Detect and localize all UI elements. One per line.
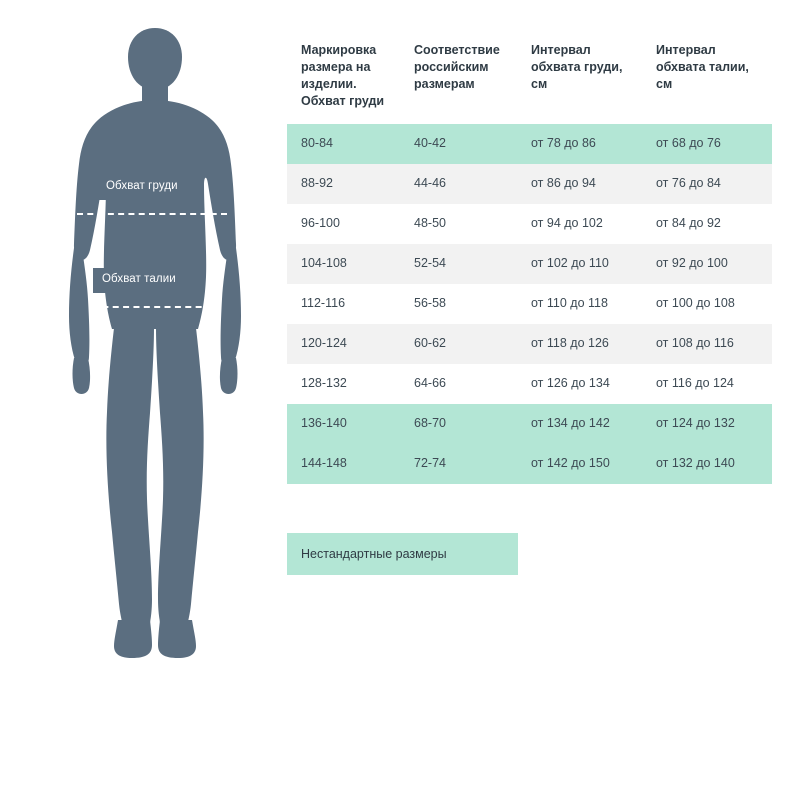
cell-chest-range: от 126 до 134 [517, 364, 642, 404]
cell-chest-range: от 94 до 102 [517, 204, 642, 244]
chest-measure-line [77, 213, 227, 215]
cell-waist-range: от 92 до 100 [642, 244, 772, 284]
size-table-body [287, 124, 772, 484]
table-row [287, 444, 772, 484]
cell-chest-range: от 110 до 118 [517, 284, 642, 324]
table-header-row [287, 30, 772, 124]
column-header-chest-range: Интервал обхвата груди, см [531, 43, 623, 91]
table-row [287, 404, 772, 444]
cell-marking: 88-92 [287, 164, 400, 204]
cell-marking: 104-108 [287, 244, 400, 284]
cell-waist-range: от 100 до 108 [642, 284, 772, 324]
cell-ru-size: 64-66 [400, 364, 517, 404]
table-row [287, 124, 772, 164]
cell-waist-range: от 108 до 116 [642, 324, 772, 364]
cell-ru-size: 48-50 [400, 204, 517, 244]
cell-marking: 80-84 [287, 124, 400, 164]
cell-ru-size: 40-42 [400, 124, 517, 164]
column-header-ru-size: Соответствие российским размерам [414, 43, 500, 91]
cell-chest-range: от 78 до 86 [517, 124, 642, 164]
cell-ru-size: 68-70 [400, 404, 517, 444]
cell-waist-range: от 84 до 92 [642, 204, 772, 244]
size-table-head [287, 30, 772, 124]
table-row [287, 244, 772, 284]
body-silhouette-icon [30, 20, 280, 660]
nonstandard-sizes-banner[interactable]: Нестандартные размеры [287, 533, 518, 575]
cell-ru-size: 44-46 [400, 164, 517, 204]
cell-chest-range: от 102 до 110 [517, 244, 642, 284]
cell-ru-size: 72-74 [400, 444, 517, 484]
cell-marking: 128-132 [287, 364, 400, 404]
table-row [287, 324, 772, 364]
cell-waist-range: от 116 до 124 [642, 364, 772, 404]
table-row [287, 204, 772, 244]
size-table [287, 30, 772, 484]
cell-marking: 144-148 [287, 444, 400, 484]
waist-measure-line [92, 306, 212, 308]
cell-waist-range: от 76 до 84 [642, 164, 772, 204]
cell-chest-range: от 142 до 150 [517, 444, 642, 484]
cell-chest-range: от 134 до 142 [517, 404, 642, 444]
cell-waist-range: от 132 до 140 [642, 444, 772, 484]
cell-chest-range: от 86 до 94 [517, 164, 642, 204]
cell-marking: 120-124 [287, 324, 400, 364]
cell-ru-size: 52-54 [400, 244, 517, 284]
cell-ru-size: 56-58 [400, 284, 517, 324]
table-row [287, 284, 772, 324]
body-figure [30, 20, 280, 660]
cell-ru-size: 60-62 [400, 324, 517, 364]
cell-marking: 136-140 [287, 404, 400, 444]
chest-measure-label: Обхват груди [97, 175, 187, 200]
cell-chest-range: от 118 до 126 [517, 324, 642, 364]
size-table-wrapper [287, 30, 772, 484]
column-header-marking: Маркировка размера на изделии. Обхват груди [301, 43, 385, 108]
table-row [287, 364, 772, 404]
cell-marking: 96-100 [287, 204, 400, 244]
cell-marking: 112-116 [287, 284, 400, 324]
cell-waist-range: от 68 до 76 [642, 124, 772, 164]
table-row [287, 164, 772, 204]
cell-waist-range: от 124 до 132 [642, 404, 772, 444]
waist-measure-label: Обхват талии [93, 268, 185, 293]
column-header-waist-range: Интервал обхвата талии, см [656, 43, 749, 91]
